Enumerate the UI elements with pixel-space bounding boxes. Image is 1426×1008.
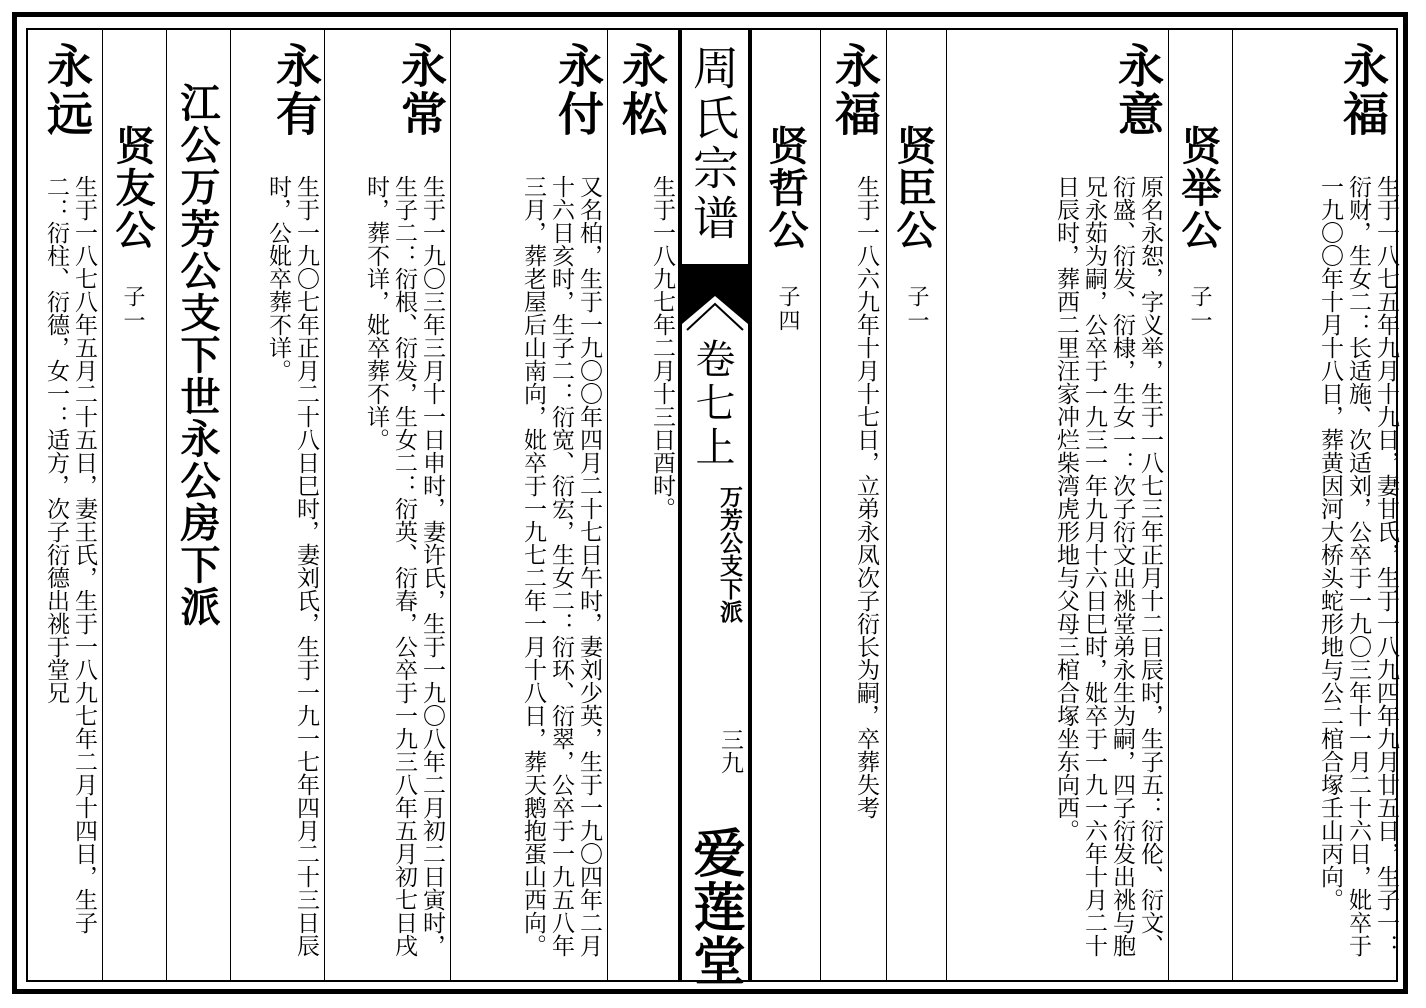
entry-text-yongfu2: 生于一八六九年十月十七日，立弟永凤次子衍长为嗣，卒葬失考 xyxy=(853,175,879,819)
entry-name-yongchang: 永常 xyxy=(394,42,448,138)
entry-name-yongfu1: 永福 xyxy=(1336,42,1390,138)
father-sons-xianchen: 子一 xyxy=(904,285,929,333)
entry-text-yongfu1: 生于一八七五年九月十九日，妻甘氏，生于一八九四年九月廿五日，生子一：衍财，生女二：长适施、次适刘，公卒于一九〇三年十一月二十六日，妣卒于一九〇〇年十月十八日，葬黄因河大桥头蛇形地与公二棺合塚壬山丙向。 xyxy=(1317,175,1399,957)
entry-text-yongyi: 原名永恕，字义举，生于一八七三年正月十二日辰时，生子五：衍伦、衍文、衍盛、衍发、衍棣，生女一：次子衍文出祧堂弟永生为嗣，四子衍发出祧与胞兄永茹为嗣，公卒于一九三一年九月十六日巳时，妣卒于一九一六年十月二十日辰时，葬西二里汪家冲烂柴湾虎形地与父母三棺合塚坐东向西。 xyxy=(1053,175,1163,957)
hall-name: 爱莲堂 xyxy=(684,826,745,988)
genealogy-title: 周氏宗谱 xyxy=(686,44,740,244)
entry-text-yongyuan: 生于一八七八年五月二十五日，妻王氏，生于一八九七年二月十四日，生子二：衍柱、衍德，女一：适方，次子衍德出祧于堂兄 xyxy=(43,175,97,934)
entry-name-yongsong: 永松 xyxy=(615,42,669,138)
page-number: 三九 xyxy=(717,728,743,774)
entry-text-yongyou: 生于一九〇七年正月二十八日巳时，妻刘氏，生于一九一七年四月二十三日辰时，公妣卒葬不详。 xyxy=(265,175,319,957)
father-name-xianzhe: 贤哲公 xyxy=(762,125,809,251)
fishtail-ornament xyxy=(682,264,748,346)
father-sons-xianyou: 子一 xyxy=(120,285,145,333)
column-divider xyxy=(946,28,947,982)
column-divider xyxy=(1232,28,1233,982)
entry-name-yongfu2: 永福 xyxy=(828,42,882,138)
branch-heading: 江公万芳公支下世永公房下派 xyxy=(174,82,221,628)
entry-text-yongchang: 生于一九〇三年三月十一日申时，妻许氏，生于一九〇八年二月初二日寅时，生子二：衍根、衍发，生女二：衍英、衍春，公卒于一九三八年五月初七日戌时，葬不详，妣卒葬不详。 xyxy=(363,175,445,957)
entry-text-yongfu: 又名柏，生于一九〇〇年四月二十七日午时，妻刘少英，生于一九〇四年二月十六日亥时，生子二：衍宽、衍宏，生女二：衍环、衍翠，公卒于一九五八年三月，葬老屋后山南向，妣卒于一九七二年一月十八日，葬天鹅抱蛋山西向。 xyxy=(520,175,602,957)
column-divider xyxy=(820,28,821,982)
father-name-xianju: 贤举公 xyxy=(1175,125,1222,251)
father-name-xianchen: 贤臣公 xyxy=(890,125,937,251)
entry-name-yongfu: 永付 xyxy=(551,42,605,138)
father-sons-xianzhe: 子四 xyxy=(775,285,800,333)
entry-text-yongsong: 生于一八九七年二月十三日酉时。 xyxy=(649,175,675,520)
entry-name-yongyou: 永有 xyxy=(269,42,323,138)
volume-label: 卷七上 xyxy=(689,338,735,470)
column-divider xyxy=(886,28,887,982)
father-sons-xianju: 子一 xyxy=(1187,285,1212,333)
spine-border-right xyxy=(748,28,752,982)
entry-name-yongyi: 永意 xyxy=(1111,42,1165,138)
column-divider xyxy=(102,28,103,982)
entry-name-yongyuan: 永远 xyxy=(40,42,94,138)
column-divider xyxy=(450,28,451,982)
spine-border-left xyxy=(678,28,682,982)
column-divider xyxy=(1168,28,1169,982)
father-name-xianyou: 贤友公 xyxy=(109,125,156,251)
branch-label: 万芳公支下派 xyxy=(716,485,743,623)
